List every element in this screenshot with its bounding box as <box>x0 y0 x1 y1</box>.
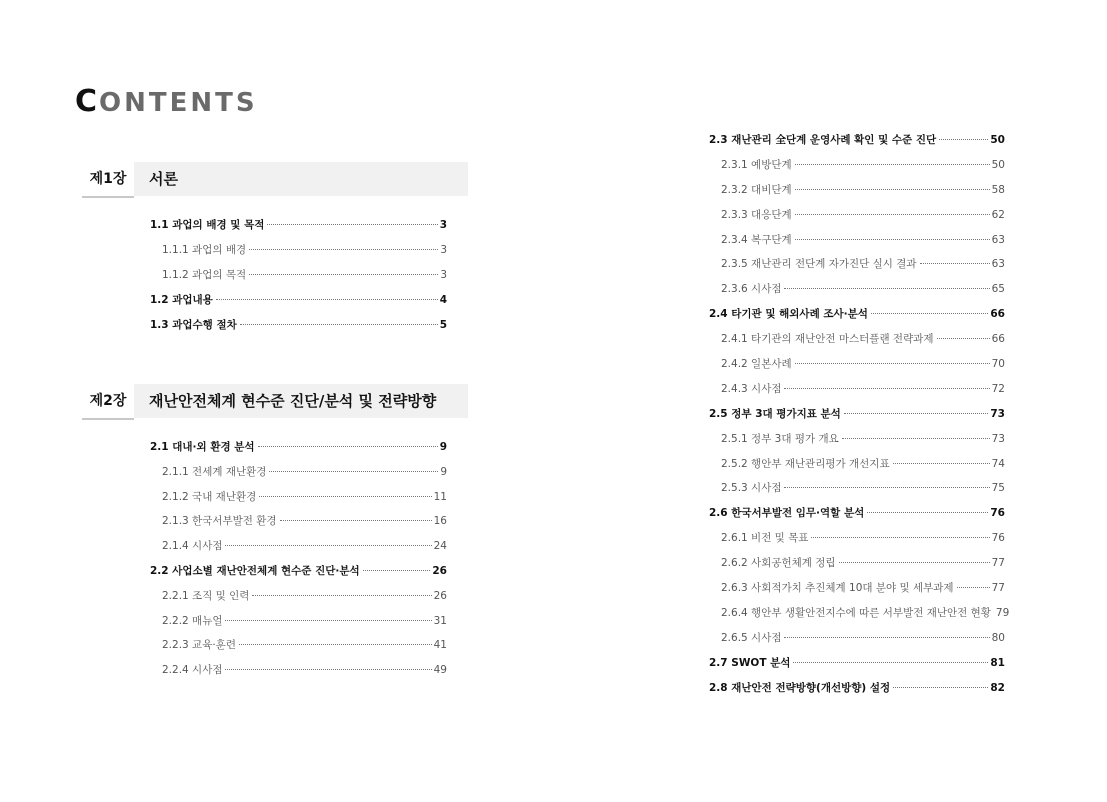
toc-entry-label: 2.2.4 시사점 <box>162 664 223 677</box>
toc-entry-label: 1.1.2 과업의 목적 <box>162 269 247 281</box>
toc-dot-leader <box>793 662 988 663</box>
toc-entry-page: 70 <box>991 358 1005 371</box>
toc-entry[interactable] <box>709 605 1010 630</box>
toc-entry[interactable] <box>150 242 447 267</box>
toc-entry[interactable] <box>709 381 1005 406</box>
toc-dot-leader <box>240 324 438 325</box>
toc-entry[interactable] <box>709 655 1005 680</box>
toc-entry[interactable] <box>709 157 1005 182</box>
toc-entry-label: 2.2 사업소별 재난안전체계 현수준 진단·분석 <box>150 564 360 577</box>
toc-dot-leader <box>893 463 990 464</box>
chapter-1-title: 서론 <box>149 170 178 188</box>
toc-dot-leader <box>939 139 988 140</box>
toc-entry-page: 79 <box>995 606 1010 619</box>
toc-dot-leader <box>811 537 989 538</box>
toc-dot-leader <box>784 637 989 638</box>
toc-entry[interactable] <box>150 613 447 638</box>
toc-dot-leader <box>937 338 990 339</box>
toc-entry[interactable] <box>150 292 447 317</box>
toc-dot-leader <box>844 413 989 414</box>
toc-entry-page: 72 <box>991 382 1005 395</box>
contents-title-initial: C <box>75 84 100 119</box>
chapter-2-toc <box>150 439 447 687</box>
toc-entry-label: 2.2.1 조직 및 인력 <box>162 589 250 602</box>
toc-dot-leader <box>252 595 431 596</box>
toc-entry-page: 74 <box>991 457 1005 470</box>
toc-entry-label: 2.5.1 정부 3대 평가 개요 <box>721 432 839 445</box>
toc-entry[interactable] <box>150 588 447 613</box>
toc-dot-leader <box>784 487 989 488</box>
toc-dot-leader <box>784 288 989 289</box>
toc-entry-page: 77 <box>991 557 1005 570</box>
toc-entry[interactable] <box>709 281 1005 306</box>
toc-entry-page: 58 <box>991 183 1005 196</box>
toc-dot-leader <box>957 587 990 588</box>
toc-entry[interactable] <box>709 505 1005 530</box>
toc-entry-page: 11 <box>433 490 447 503</box>
toc-entry-page: 82 <box>990 681 1005 694</box>
toc-entry-page: 62 <box>991 208 1005 221</box>
toc-entry-label: 2.3 재난관리 全단계 운영사례 확인 및 수준 진단 <box>709 134 937 146</box>
toc-entry-label: 2.7 SWOT 분석 <box>709 656 791 669</box>
toc-entry-page: 49 <box>433 664 447 677</box>
toc-dot-leader <box>795 214 990 215</box>
toc-dot-leader <box>795 164 990 165</box>
toc-dot-leader <box>249 249 438 250</box>
toc-entry[interactable] <box>709 306 1005 331</box>
toc-entry-page: 65 <box>991 283 1005 296</box>
toc-dot-leader <box>258 446 438 447</box>
toc-entry[interactable] <box>709 555 1005 580</box>
toc-entry-label: 2.4.2 일본사례 <box>721 358 792 371</box>
toc-entry-page: 75 <box>991 482 1005 495</box>
toc-entry[interactable] <box>709 207 1005 232</box>
toc-entry-label: 2.1.4 시사점 <box>162 540 223 553</box>
chapter-2-toc-continued <box>709 132 1010 704</box>
toc-entry[interactable] <box>709 256 1005 281</box>
toc-entry-page: 50 <box>991 158 1005 171</box>
toc-entry-page: 26 <box>432 564 447 577</box>
toc-dot-leader <box>267 224 437 225</box>
toc-entry[interactable] <box>709 431 1005 456</box>
toc-entry-page: 41 <box>433 639 447 652</box>
toc-entry[interactable] <box>709 480 1005 505</box>
toc-entry-label: 2.5 정부 3대 평가지표 분석 <box>709 407 841 420</box>
toc-entry-page: 16 <box>433 515 447 528</box>
toc-dot-leader <box>795 189 990 190</box>
toc-dot-leader <box>269 471 438 472</box>
toc-entry-label: 2.6.2 사회공헌체계 정립 <box>721 557 836 570</box>
toc-entry-label: 2.6.1 비전 및 목표 <box>721 532 809 545</box>
toc-entry[interactable] <box>150 267 447 292</box>
toc-entry[interactable] <box>709 406 1005 431</box>
toc-entry-label: 2.4.1 타기관의 재난안전 마스터플랜 전략과제 <box>721 333 934 346</box>
toc-entry-page: 3 <box>440 244 447 256</box>
toc-entry-label: 1.1 과업의 배경 및 목적 <box>150 219 265 231</box>
toc-dot-leader <box>839 562 990 563</box>
toc-entry-page: 63 <box>991 258 1005 271</box>
toc-entry[interactable] <box>150 637 447 662</box>
toc-dot-leader <box>867 512 988 513</box>
toc-entry-page: 73 <box>990 407 1005 420</box>
toc-entry[interactable] <box>150 489 447 514</box>
toc-entry-page: 26 <box>433 589 447 602</box>
toc-entry[interactable] <box>709 331 1005 356</box>
toc-entry-page: 76 <box>991 532 1005 545</box>
toc-entry[interactable] <box>709 132 1005 157</box>
toc-entry-page: 24 <box>433 540 447 553</box>
toc-dot-leader <box>842 438 990 439</box>
toc-entry-label: 2.3.5 재난관리 전단계 자가진단 실시 결과 <box>721 258 917 271</box>
toc-entry-label: 2.6.3 사회적가치 추진체계 10대 분야 및 세부과제 <box>721 582 954 595</box>
toc-dot-leader <box>249 274 438 275</box>
toc-entry-label: 2.1 대내·외 환경 분석 <box>150 441 255 453</box>
toc-entry-label: 2.3.3 대응단계 <box>721 208 792 221</box>
toc-entry-label: 2.2.3 교육·훈련 <box>162 639 236 652</box>
toc-dot-leader <box>225 669 431 670</box>
chapter-1-toc <box>150 217 447 342</box>
toc-entry-page: 9 <box>440 465 447 478</box>
toc-entry[interactable] <box>709 680 1005 705</box>
toc-dot-leader <box>216 299 438 300</box>
toc-entry[interactable] <box>150 317 447 342</box>
toc-dot-leader <box>795 363 990 364</box>
toc-entry[interactable] <box>709 232 1005 257</box>
toc-entry[interactable] <box>150 538 447 563</box>
toc-dot-leader <box>784 388 989 389</box>
toc-entry-label: 2.6.4 행안부 생활안전지수에 따른 서부발전 재난안전 현황 <box>721 606 991 619</box>
toc-entry-label: 2.8 재난안전 전략방향(개선방향) 설정 <box>709 681 891 694</box>
toc-entry-page: 5 <box>439 319 447 331</box>
chapter-1-number: 제1장 <box>82 162 134 198</box>
toc-entry[interactable] <box>150 464 447 489</box>
toc-entry-page: 66 <box>990 308 1005 321</box>
toc-entry-page: 66 <box>991 333 1005 346</box>
toc-entry-label: 1.1.1 과업의 배경 <box>162 244 247 256</box>
toc-entry-page: 73 <box>991 432 1005 445</box>
toc-entry-label: 2.3.4 복구단계 <box>721 233 792 246</box>
toc-entry-page: 31 <box>433 614 447 627</box>
contents-title <box>75 84 258 119</box>
toc-dot-leader <box>259 496 431 497</box>
chapter-1-header <box>82 162 468 196</box>
toc-entry-label: 2.1.1 전세계 재난환경 <box>162 465 267 478</box>
toc-entry[interactable] <box>709 456 1005 481</box>
toc-entry[interactable] <box>709 630 1005 655</box>
toc-entry-page: 9 <box>439 441 447 453</box>
toc-entry-page: 3 <box>439 219 447 231</box>
toc-entry-label: 2.3.6 시사점 <box>721 283 782 296</box>
toc-entry[interactable] <box>150 563 447 588</box>
toc-entry-label: 1.2 과업내용 <box>150 294 213 306</box>
toc-entry-page: 76 <box>990 507 1005 520</box>
contents-title-rest: ONTENTS <box>99 88 258 118</box>
toc-entry[interactable] <box>150 513 447 538</box>
toc-entry-page: 77 <box>991 582 1005 595</box>
toc-entry-page: 80 <box>991 631 1005 644</box>
toc-entry-label: 2.3.1 예방단계 <box>721 158 792 171</box>
toc-entry-label: 2.1.3 한국서부발전 환경 <box>162 515 277 528</box>
toc-dot-leader <box>871 313 988 314</box>
toc-entry-label: 2.6.5 시사점 <box>721 631 782 644</box>
toc-entry-label: 2.4 타기관 및 해외사례 조사·분석 <box>709 308 868 321</box>
toc-dot-leader <box>893 687 988 688</box>
chapter-2-title: 재난안전체계 현수준 진단/분석 및 전략방향 <box>149 392 437 410</box>
toc-entry[interactable] <box>709 182 1005 207</box>
toc-entry-label: 1.3 과업수행 절차 <box>150 319 237 331</box>
toc-entry[interactable] <box>150 662 447 687</box>
toc-entry-page: 63 <box>991 233 1005 246</box>
toc-entry-label: 2.1.2 국내 재난환경 <box>162 490 257 503</box>
toc-entry-label: 2.3.2 대비단계 <box>721 183 792 196</box>
toc-entry-label: 2.4.3 시사점 <box>721 382 782 395</box>
toc-entry-label: 2.6 한국서부발전 임무·역할 분석 <box>709 507 865 520</box>
toc-entry-page: 4 <box>439 294 447 306</box>
toc-entry[interactable] <box>709 530 1005 555</box>
toc-entry[interactable] <box>150 439 447 464</box>
chapter-2-header <box>82 384 468 418</box>
toc-entry-page: 50 <box>990 134 1005 146</box>
toc-entry[interactable] <box>709 356 1005 381</box>
toc-dot-leader <box>363 570 431 571</box>
toc-dot-leader <box>239 644 432 645</box>
toc-entry[interactable] <box>709 580 1005 605</box>
toc-entry-page: 3 <box>440 269 447 281</box>
toc-entry-label: 2.5.2 행안부 재난관리평가 개선지표 <box>721 457 890 470</box>
toc-dot-leader <box>280 520 432 521</box>
toc-dot-leader <box>920 263 990 264</box>
toc-entry-label: 2.5.3 시사점 <box>721 482 782 495</box>
toc-entry[interactable] <box>150 217 447 242</box>
chapter-2-number: 제2장 <box>82 384 134 420</box>
toc-entry-page: 81 <box>990 656 1005 669</box>
toc-entry-label: 2.2.2 매뉴얼 <box>162 614 223 627</box>
toc-dot-leader <box>225 545 431 546</box>
toc-dot-leader <box>795 239 990 240</box>
toc-dot-leader <box>225 620 431 621</box>
